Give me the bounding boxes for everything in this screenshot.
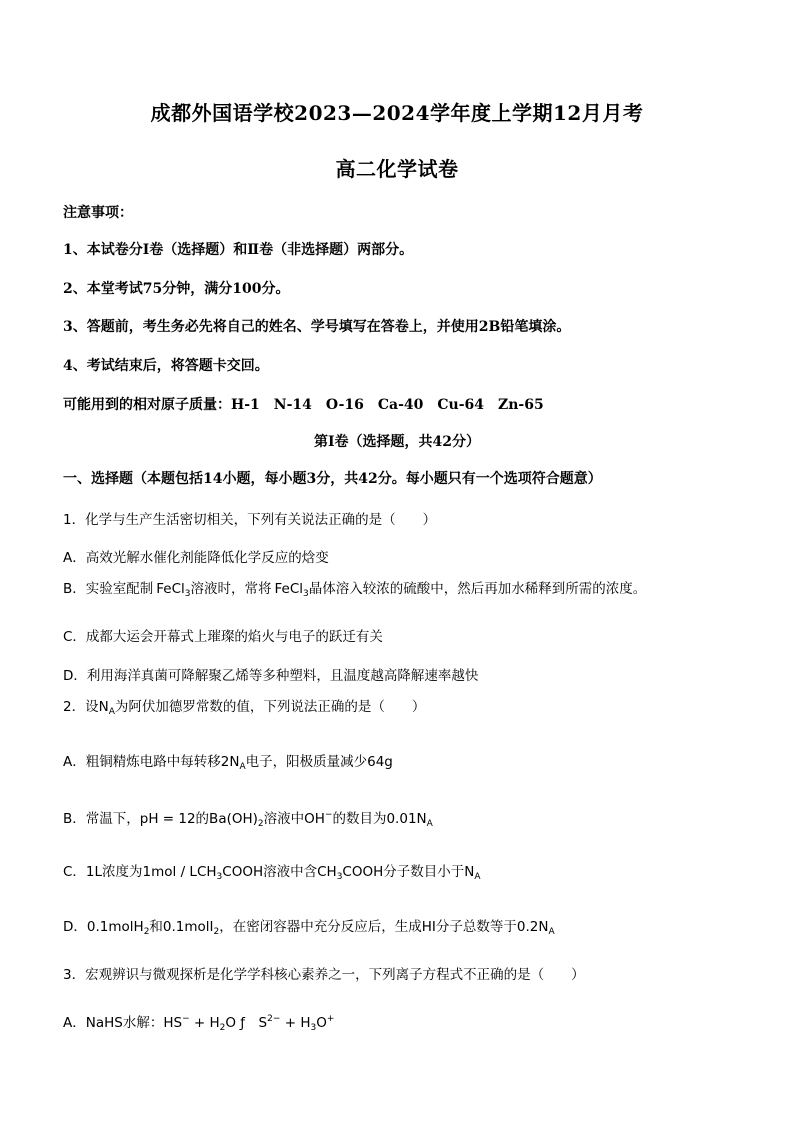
- text: 2．设: [63, 699, 99, 715]
- question-3-option-a: [63, 1011, 334, 1033]
- notice-heading: 注意事项：: [63, 205, 133, 221]
- formula: N: [98, 699, 109, 715]
- question-1-option-c: C．成都大运会开幕式上璀璨的焰火与电子的跃迁有关: [63, 629, 383, 645]
- text: ，在密闭容器中充分反应后，生成HI分子总数等于0.2N: [219, 919, 549, 935]
- text: A．粗铜精炼电路中每转移: [63, 754, 221, 770]
- superscript: +: [326, 1014, 335, 1024]
- formula: FeCl: [156, 581, 185, 597]
- notice-item: 4、考试结束后，将答题卡交回。: [63, 358, 269, 374]
- text: B．实验室配制: [63, 581, 154, 597]
- text: 晶体溶入较浓的硫酸中，然后再加水稀释到所需的浓度。: [308, 581, 647, 597]
- formula: FeCl: [274, 581, 304, 597]
- question-1-option-d: D．利用海洋真菌可降解聚乙烯等多种塑料，且温度越高降解速率越快: [63, 668, 479, 684]
- atomic-mass-value: Cu-64: [437, 397, 485, 413]
- text: A．NaHS水解：HS: [63, 1015, 183, 1031]
- superscript: −: [324, 810, 333, 820]
- subscript: 2: [219, 1023, 226, 1033]
- subscript: 3: [216, 872, 223, 882]
- subscript: 2: [143, 927, 150, 937]
- text: O ƒ S: [225, 1015, 268, 1031]
- subscript: A: [426, 819, 433, 829]
- text: 为阿伏加德罗常数的值，下列说法正确的是（ ）: [114, 699, 426, 715]
- question-1-stem: 1．化学与生产生活密切相关，下列有关说法正确的是（ ）: [63, 512, 437, 528]
- question-2-stem: [63, 695, 425, 717]
- atomic-mass-value: Zn-65: [498, 397, 544, 413]
- subscript: 3: [310, 1023, 317, 1033]
- subscript: 2: [213, 927, 220, 937]
- exam-title: 成都外国语学校2023—2024学年度上学期12月月考: [150, 101, 644, 125]
- text: 和0.1molI: [149, 919, 214, 935]
- question-2-option-a: [63, 750, 393, 772]
- atomic-mass-value: H-1: [231, 397, 260, 413]
- text: 溶液时，常将: [190, 581, 272, 597]
- part-header: 一、选择题（本题包括14小题，每小题3分，共42分。每小题只有一个选项符合题意）: [63, 471, 602, 487]
- text: C．1L浓度为1mol / LCH: [63, 864, 217, 880]
- atomic-mass-value: N-14: [273, 397, 312, 413]
- subscript: A: [474, 872, 481, 882]
- subscript: 3: [303, 589, 309, 599]
- section-header: 第Ⅰ卷（选择题，共42分）: [313, 434, 481, 450]
- question-2-option-c: [63, 860, 481, 882]
- atomic-mass-line: [63, 394, 544, 414]
- atomic-mass-value: Ca-40: [377, 397, 424, 413]
- notice-item: 1、本试卷分Ⅰ卷（选择题）和Ⅱ卷（非选择题）两部分。: [63, 242, 414, 258]
- subscript: A: [108, 707, 115, 717]
- text: B．常温下，pH = 12的Ba(OH): [63, 811, 258, 827]
- superscript: 2−: [267, 1014, 281, 1024]
- atomic-mass-label: 可能用到的相对原子质量：: [63, 397, 231, 413]
- formula: 2N: [220, 754, 240, 770]
- text: COOH分子数目小于N: [342, 864, 475, 880]
- text: + H: [189, 1015, 220, 1031]
- text: + H: [280, 1015, 311, 1031]
- question-1-option-a: A．高效光解水催化剂能降低化学反应的焓变: [63, 550, 329, 566]
- text: 电子，阳极质量减少64g: [245, 754, 393, 770]
- subscript: 3: [336, 872, 343, 882]
- superscript: −: [182, 1014, 190, 1024]
- subscript: A: [548, 927, 555, 937]
- atomic-mass-value: O-16: [325, 397, 364, 413]
- notice-item: 2、本堂考试75分钟，满分100分。: [63, 281, 290, 297]
- text: 溶液中OH: [263, 811, 325, 827]
- text: 的数目为0.01N: [332, 811, 427, 827]
- question-3-stem: 3．宏观辨识与微观探析是化学学科核心素养之一，下列离子方程式不正确的是（ ）: [63, 967, 585, 983]
- text: D．0.1molH: [63, 919, 144, 935]
- subscript: 3: [184, 589, 191, 599]
- question-1-option-b: [63, 577, 646, 599]
- notice-item: 3、答题前，考生务必先将自己的姓名、学号填写在答卷上，并使用2B铅笔填涂。: [63, 319, 571, 335]
- text: COOH溶液中含CH: [222, 864, 337, 880]
- question-2-option-d: [63, 915, 555, 937]
- subscript: A: [239, 762, 246, 772]
- question-2-option-b: [63, 807, 433, 829]
- text: O: [316, 1015, 327, 1031]
- subscript: 2: [257, 819, 264, 829]
- exam-subtitle: 高二化学试卷: [335, 157, 459, 181]
